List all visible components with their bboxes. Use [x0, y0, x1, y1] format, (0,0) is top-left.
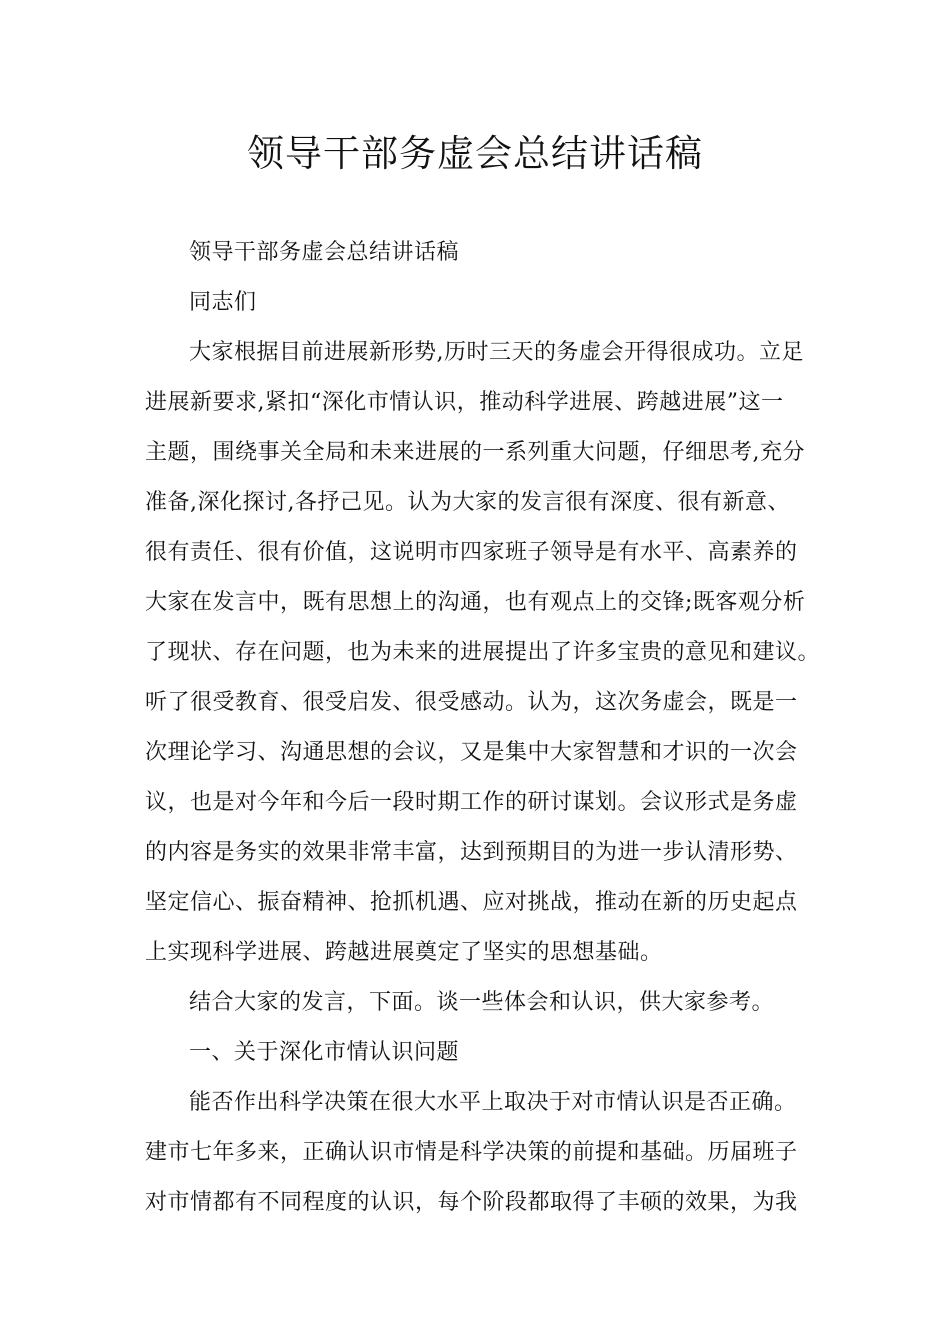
text-line: 准备,深化探讨,各抒己见。认为大家的发言很有深度、很有新意、: [145, 490, 790, 515]
text-line: 的内容是务实的效果非常丰富，达到预期目的为进一步认清形势、: [145, 840, 798, 865]
document-body: [145, 228, 820, 1228]
text-line: 议，也是对今年和今后一段时期工作的研讨谋划。会议形式是务虚: [145, 790, 798, 815]
text-line: 进展新要求,紧扣“深化市情认识，推动科学进展、跨越进展”这一: [145, 390, 784, 415]
text-line: 很有责任、很有价值，这说明市四家班子领导是有水平、高素养的: [145, 540, 798, 565]
text-line: 听了很受教育、很受启发、很受感动。认为，这次务虚会，既是一: [145, 690, 798, 715]
text-line: 大家根据目前进展新形势,历时三天的务虚会开得很成功。立足: [189, 340, 804, 365]
document-title: 领导干部务虚会总结讲话稿: [247, 132, 703, 175]
text-line: 大家在发言中，既有思想上的沟通，也有观点上的交锋;既客观分析: [145, 590, 806, 615]
text-line: 对市情都有不同程度的认识，每个阶段都取得了丰硕的效果，为我: [145, 1190, 798, 1215]
text-line: 领导干部务虚会总结讲话稿: [189, 240, 460, 265]
text-line: 结合大家的发言，下面。谈一些体会和认识，供大家参考。: [189, 990, 775, 1015]
text-line: 坚定信心、振奋精神、抢抓机遇、应对挑战，推动在新的历史起点: [145, 890, 798, 915]
text-line: 一、关于深化市情认识问题: [189, 1040, 460, 1065]
text-line: 建市七年多来，正确认识市情是科学决策的前提和基础。历届班子: [145, 1140, 798, 1165]
text-line: 次理论学习、沟通思想的会议，又是集中大家智慧和才识的一次会: [145, 740, 798, 765]
text-line: 能否作出科学决策在很大水平上取决于对市情认识是否正确。: [189, 1090, 797, 1115]
text-line: 同志们: [189, 290, 257, 315]
text-line: 上实现科学进展、跨越进展奠定了坚实的思想基础。: [145, 940, 663, 965]
text-line: 了现状、存在问题，也为未来的进展提出了许多宝贵的意见和建议。: [145, 640, 821, 665]
text-line: 主题，围绕事关全局和未来进展的一系列重大问题，仔细思考,充分: [145, 440, 805, 465]
